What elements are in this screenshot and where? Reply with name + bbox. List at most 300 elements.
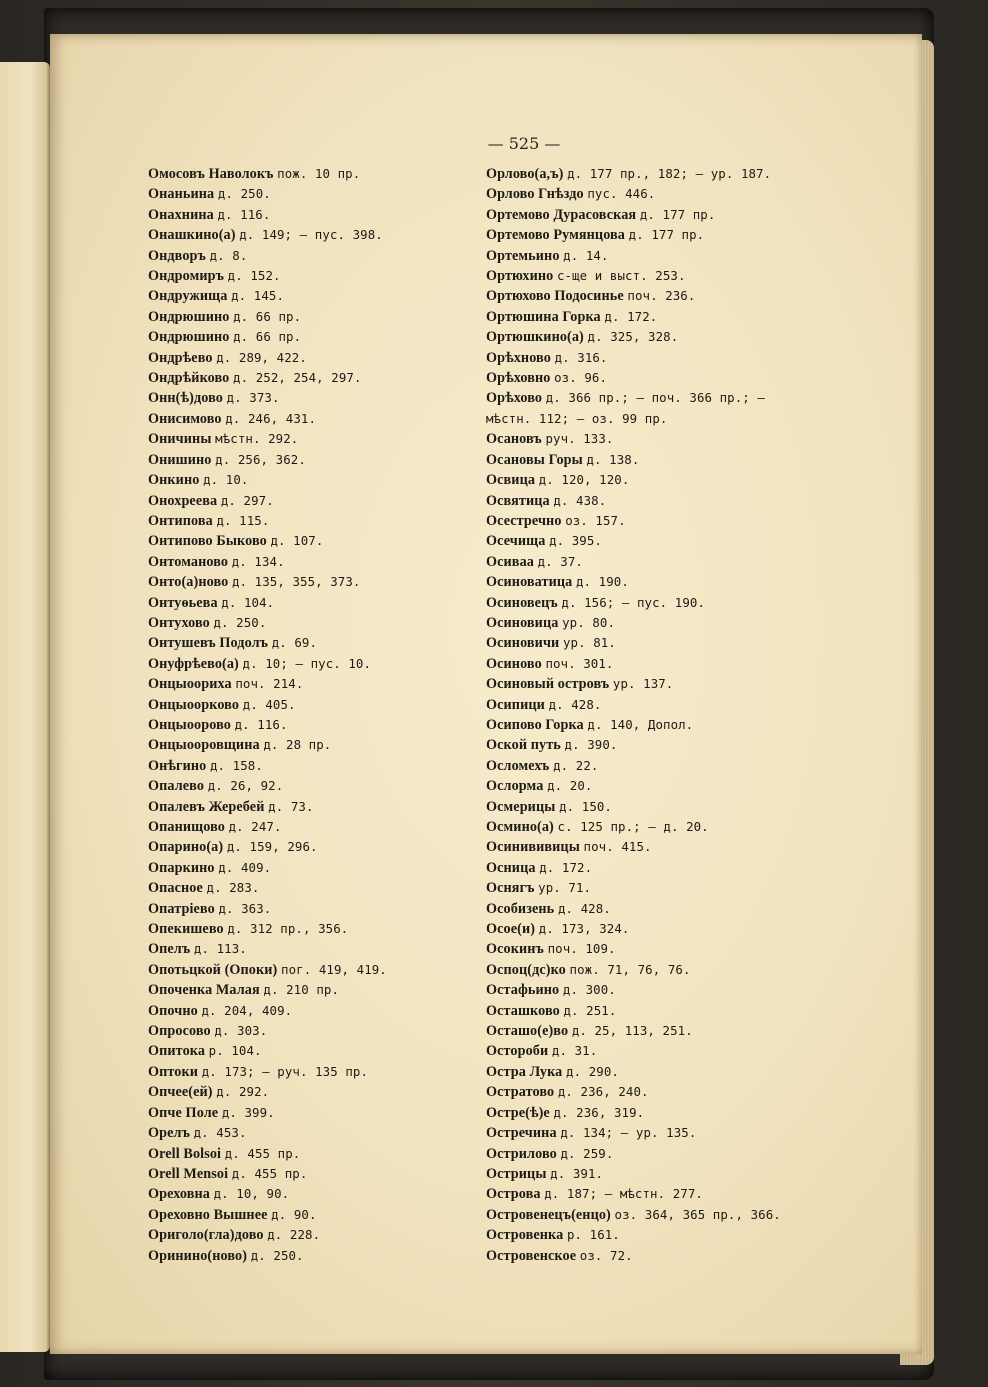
entry-reference: д. 405.: [242, 696, 296, 712]
entry-reference: д. 250.: [217, 186, 271, 202]
entry-reference: пож. 71, 76, 76.: [569, 961, 691, 977]
entry-reference: д. 316.: [554, 349, 608, 365]
index-entry: [486, 368, 826, 388]
index-entry: [486, 1001, 826, 1021]
entry-name: Онохреева: [148, 492, 218, 509]
entry-name: Осое(и): [486, 921, 536, 938]
index-entry: [148, 368, 488, 388]
index-entry: [148, 307, 488, 327]
index-entry: [148, 552, 488, 572]
entry-reference: д. 8.: [209, 247, 248, 263]
index-entry: [486, 491, 826, 511]
entry-name: Освица: [486, 472, 536, 489]
index-entry: [486, 1103, 826, 1123]
index-entry: [148, 837, 488, 857]
index-entry: [486, 1225, 826, 1245]
index-entry: [148, 1103, 488, 1123]
entry-name: Ондромиръ: [148, 268, 225, 285]
entry-name: Ортюхово Подосинье: [486, 288, 624, 305]
entry-name: Ондрѣйково: [148, 370, 230, 387]
entry-reference: д. 228.: [267, 1227, 321, 1243]
entry-name: Опче Поле: [148, 1104, 219, 1121]
entry-name: Онахнина: [148, 206, 214, 223]
entry-name: Осановъ: [486, 431, 542, 448]
entry-name: Остра Лука: [486, 1063, 563, 1080]
index-entry: [486, 1205, 826, 1225]
entry-name: Опочно: [148, 1002, 198, 1019]
entry-name: Осница: [486, 859, 536, 876]
entry-name: Осмерицы: [486, 798, 556, 815]
entry-name: Остороби: [486, 1043, 549, 1060]
entry-name: Ореховно Вышнее: [148, 1206, 268, 1223]
index-entry: [486, 307, 826, 327]
entry-reference: д. 428.: [548, 696, 602, 712]
entry-name: Онтипова: [148, 512, 213, 529]
entry-name: Орелъ: [148, 1125, 190, 1142]
right-index-column: [486, 164, 826, 1266]
entry-name: Онцыоорково: [148, 696, 240, 713]
entry-reference: д. 22.: [553, 757, 599, 773]
index-entry: [486, 429, 826, 449]
index-entry: [486, 266, 826, 286]
left-facing-page: [0, 62, 50, 1352]
entry-name: Осинививицы: [486, 839, 580, 856]
entry-reference: р. 161.: [566, 1227, 620, 1243]
index-entry: [486, 817, 826, 837]
entry-reference: д. 312 пр., 356.: [227, 921, 349, 937]
entry-reference: д. 156; — пус. 190.: [561, 594, 706, 610]
entry-name: Орѣховно: [486, 370, 551, 387]
entry-reference: д. 438.: [553, 492, 607, 508]
index-entry: [148, 1144, 488, 1164]
entry-name: Опчее(ей): [148, 1084, 213, 1101]
entry-reference: д. 159, 296.: [226, 839, 318, 855]
entry-reference: д. 158.: [209, 757, 263, 773]
index-entry: [148, 470, 488, 490]
entry-reference: д. 31.: [551, 1043, 598, 1059]
entry-name: Орѣхово: [486, 390, 543, 407]
left-index-column: [148, 164, 488, 1266]
index-entry: [486, 511, 826, 531]
entry-reference: д. 455 пр.: [231, 1165, 308, 1181]
index-entry: [486, 552, 826, 572]
entry-name: Онцыооровщина: [148, 737, 260, 754]
index-entry: [486, 409, 826, 429]
entry-name: Орлово(а,ъ): [486, 166, 564, 182]
entry-reference: д. 66 пр.: [233, 329, 302, 345]
entry-reference: д. 140, Допол.: [587, 716, 694, 732]
entry-name: Острицы: [486, 1165, 547, 1182]
entry-reference: д. 303.: [214, 1023, 268, 1039]
entry-name: Ортюшкино(а): [486, 329, 584, 346]
index-entry: [148, 593, 488, 613]
entry-reference: д. 134; — ур. 135.: [560, 1125, 697, 1141]
entry-reference: ур. 137.: [612, 676, 674, 692]
entry-reference: д. 10, 90.: [213, 1186, 290, 1202]
entry-name: Онто(а)ново: [148, 574, 229, 591]
entry-reference: р. 104.: [208, 1043, 262, 1059]
index-entry: [148, 1123, 488, 1143]
entry-name: Онн(ѣ)дово: [148, 390, 223, 407]
entry-reference: с. 125 пр.; — д. 20.: [557, 819, 709, 834]
entry-reference: поч. 415.: [583, 839, 652, 855]
entry-reference: д. 113.: [193, 941, 247, 957]
index-entry: [486, 348, 826, 368]
entry-reference: оз. 96.: [554, 370, 608, 386]
entry-name: Ореховна: [148, 1186, 210, 1203]
entry-name: Ортемово Дурасовская: [486, 206, 637, 223]
entry-reference: д. 250.: [250, 1247, 304, 1263]
entry-name: Осиновица: [486, 614, 559, 631]
entry-reference: д. 210 пр.: [263, 982, 340, 998]
entry-name: Ортемово Румянцова: [486, 227, 625, 244]
entry-reference: д. 115.: [216, 512, 270, 528]
entry-reference: д. 366 пр.; — поч. 366 пр.; —: [545, 390, 765, 406]
index-entry: [148, 511, 488, 531]
entry-name: Опанищово: [148, 819, 225, 835]
index-entry: [148, 1062, 488, 1082]
index-entry: [486, 572, 826, 592]
index-entry: [486, 837, 826, 857]
index-entry: [148, 348, 488, 368]
entry-name: Остафьино: [486, 982, 560, 999]
entry-reference: д. 247.: [228, 819, 282, 834]
index-entry: [148, 286, 488, 306]
entry-reference: д. 26, 92.: [207, 778, 284, 794]
entry-name: Орѣхново: [486, 349, 551, 366]
index-entry: [148, 633, 488, 653]
index-page: [50, 34, 922, 1354]
index-entry: [148, 429, 488, 449]
entry-name: Ондрюшино: [148, 329, 230, 346]
index-entry: [148, 1001, 488, 1021]
entry-reference: оз. 157.: [565, 512, 626, 528]
entry-reference: д. 256, 362.: [215, 451, 306, 467]
index-entry: [148, 756, 488, 776]
entry-reference: д. 399.: [221, 1104, 275, 1120]
index-entry: [148, 164, 488, 184]
entry-name: Оринино(ново): [148, 1247, 248, 1264]
entry-reference: д. 453.: [193, 1125, 247, 1141]
index-entry: [486, 939, 826, 959]
entry-reference: д. 187; — мѣстн. 277.: [544, 1186, 703, 1202]
entry-name: Orell Mensoi: [148, 1165, 229, 1182]
index-entry: [148, 266, 488, 286]
entry-reference: д. 69.: [271, 635, 318, 651]
index-entry: [486, 225, 826, 245]
entry-name: Опатріево: [148, 900, 215, 917]
entry-name: Онцыооpиха: [148, 676, 232, 693]
entry-name: Особизень: [486, 900, 555, 917]
entry-reference: д. 173, 324.: [538, 921, 630, 937]
entry-reference: д. 10; — пус. 10.: [242, 655, 372, 671]
index-entry: [148, 735, 488, 755]
entry-reference: д. 120, 120.: [538, 472, 630, 488]
entry-name: Островенецъ(енцо): [486, 1206, 611, 1223]
entry-name: Опалевъ Жеребей: [148, 798, 265, 815]
entry-name: Осипово Горка: [486, 716, 584, 733]
entry-reference: пож. 10 пр.: [277, 166, 361, 181]
page-number: — 525 —: [487, 134, 561, 153]
index-entry: [486, 1246, 826, 1266]
index-entry: [486, 1184, 826, 1204]
index-entry: [148, 817, 488, 837]
entry-name: Онтухово: [148, 614, 210, 631]
entry-reference: д. 251.: [563, 1002, 617, 1018]
entry-name: Онаньина: [148, 186, 215, 203]
index-entry: [148, 715, 488, 735]
entry-reference: поч. 109.: [547, 941, 616, 957]
index-entry: [486, 980, 826, 1000]
index-entry: [148, 531, 488, 551]
entry-reference: д. 20.: [547, 778, 593, 794]
entry-reference: д. 300.: [562, 982, 616, 998]
index-entry: [486, 470, 826, 490]
entry-name: Ортюхино: [486, 268, 554, 285]
entry-name: Онѣгино: [148, 757, 207, 774]
entry-name: Онтоманово: [148, 553, 229, 570]
entry-reference: д. 363.: [218, 900, 272, 916]
entry-reference: д. 373.: [226, 390, 280, 406]
index-entry: [148, 939, 488, 959]
index-entry: [148, 960, 488, 980]
index-entry: [148, 674, 488, 694]
index-entry: [486, 613, 826, 633]
entry-reference: д. 28 пр.: [263, 737, 332, 753]
entry-name: Оничины: [148, 431, 212, 448]
entry-name: Онцыоорово: [148, 716, 231, 733]
entry-name: Омосовъ Наволокъ: [148, 166, 274, 182]
entry-reference: д. 73.: [268, 798, 314, 814]
entry-reference: ур. 80.: [562, 614, 616, 630]
index-entry: [486, 1021, 826, 1041]
index-entry: [148, 491, 488, 511]
index-entry: [486, 1123, 826, 1143]
index-entry: [148, 654, 488, 674]
entry-reference: д. 172.: [539, 859, 593, 875]
entry-reference: с-ще и выст. 253.: [557, 268, 686, 284]
entry-reference: д. 236, 319.: [553, 1104, 645, 1120]
entry-name: Ортемьино: [486, 247, 560, 264]
entry-name: Осестречно: [486, 512, 562, 529]
entry-reference: оз. 364, 365 пр., 366.: [614, 1206, 781, 1222]
entry-reference: оз. 72.: [579, 1247, 633, 1263]
index-entry: [148, 1021, 488, 1041]
entry-reference: д. 236, 240.: [557, 1084, 649, 1100]
index-entry: [486, 1062, 826, 1082]
entry-name: Осечища: [486, 533, 546, 550]
entry-name: Острилово: [486, 1145, 557, 1162]
index-entry: [486, 756, 826, 776]
entry-reference: поч. 214.: [235, 676, 304, 692]
entry-name: Островенка: [486, 1227, 564, 1244]
entry-name: Острова: [486, 1186, 541, 1203]
entry-reference: пог. 419, 419.: [281, 961, 387, 977]
entry-name: Опалево: [148, 778, 205, 795]
index-entry: [486, 633, 826, 653]
entry-reference: поч. 236.: [627, 288, 696, 304]
index-entry: [148, 388, 488, 408]
index-entry: [148, 695, 488, 715]
entry-reference: д. 259.: [560, 1145, 614, 1161]
index-entry: [486, 1144, 826, 1164]
index-entry: [486, 1082, 826, 1102]
index-entry: [148, 980, 488, 1000]
entry-reference: д. 138.: [586, 451, 640, 467]
entry-reference: д. 395.: [549, 533, 602, 549]
entry-name: Ослорма: [486, 778, 544, 795]
index-entry: [148, 1041, 488, 1061]
index-entry: [148, 225, 488, 245]
entry-reference: д. 116.: [234, 716, 288, 732]
entry-name: Оснягъ: [486, 880, 535, 897]
index-entry: [148, 409, 488, 429]
index-entry: [486, 899, 826, 919]
entry-reference: д. 250.: [213, 614, 267, 630]
entry-reference: д. 14.: [563, 247, 609, 263]
entry-name: Осломехъ: [486, 757, 550, 774]
entry-name: Осиновичи: [486, 635, 560, 652]
index-entry: [486, 388, 826, 408]
entry-reference: д. 152.: [227, 268, 281, 284]
entry-name: Онтуѳьева: [148, 594, 218, 611]
entry-name: Осташо(е)во: [486, 1023, 569, 1040]
entry-reference: д. 66 пр.: [233, 308, 302, 324]
entry-name: Оптоки: [148, 1063, 199, 1080]
entry-reference: д. 135, 355, 373.: [231, 574, 361, 590]
index-entry: [486, 776, 826, 796]
entry-name: Ортюшина Горка: [486, 308, 601, 325]
entry-reference: д. 107.: [270, 533, 324, 549]
index-entry: [148, 797, 488, 817]
entry-reference: д. 297.: [220, 492, 274, 508]
entry-name: Онтушевъ Подолъ: [148, 635, 269, 652]
entry-name: Осиново: [486, 655, 542, 672]
entry-name: Осокинъ: [486, 941, 544, 958]
entry-reference: д. 177 пр.: [639, 206, 716, 222]
entry-name: Опелъ: [148, 941, 191, 958]
index-entry: [486, 184, 826, 204]
index-entry: [486, 205, 826, 225]
entry-name: Остратово: [486, 1084, 555, 1101]
index-entry: [486, 327, 826, 347]
index-entry: [486, 878, 826, 898]
entry-name: Опаркино: [148, 859, 215, 876]
entry-reference: пус. 446.: [587, 186, 656, 202]
index-entry: [486, 1164, 826, 1184]
entry-reference: д. 409.: [218, 859, 272, 875]
entry-reference: мѣстн. 112; — оз. 99 пр.: [486, 410, 668, 426]
index-entry: [148, 1164, 488, 1184]
entry-reference: д. 246, 431.: [225, 410, 317, 426]
entry-reference: д. 325, 328.: [587, 329, 679, 345]
entry-name: Осиноватица: [486, 574, 573, 591]
entry-name: Онтипово Быково: [148, 533, 267, 550]
entry-reference: д. 173; — руч. 135 пр.: [201, 1063, 369, 1079]
index-entry: [486, 654, 826, 674]
entry-reference: д. 134.: [231, 553, 285, 569]
index-entry: [148, 1246, 488, 1266]
index-entry: [486, 674, 826, 694]
index-entry: [148, 1225, 488, 1245]
entry-reference: д. 428.: [557, 900, 611, 916]
index-entry: [148, 184, 488, 204]
entry-name: Опасное: [148, 880, 203, 897]
entry-reference: мѣстн. 292.: [215, 431, 299, 447]
index-entry: [486, 246, 826, 266]
index-entry: [148, 899, 488, 919]
index-entry: [148, 1082, 488, 1102]
entry-reference: д. 390.: [564, 737, 618, 753]
entry-reference: д. 289, 422.: [216, 349, 307, 365]
entry-reference: д. 37.: [537, 553, 583, 569]
index-entry: [486, 960, 826, 980]
index-entry: [486, 286, 826, 306]
index-entry: [486, 593, 826, 613]
entry-reference: д. 455 пр.: [224, 1145, 301, 1161]
index-entry: [486, 919, 826, 939]
entry-name: Осмино(а): [486, 819, 554, 835]
index-entry: [486, 797, 826, 817]
entry-reference: д. 90.: [271, 1206, 317, 1222]
entry-name: Онкино: [148, 472, 200, 489]
index-entry: [148, 1184, 488, 1204]
entry-reference: д. 10.: [203, 472, 249, 488]
entry-name: Ориголо(гла)дово: [148, 1227, 264, 1244]
entry-reference: д. 290.: [566, 1063, 619, 1079]
entry-name: Опотьцкой (Опоки): [148, 961, 278, 978]
entry-name: Островенское: [486, 1247, 577, 1264]
entry-reference: д. 204, 409.: [201, 1002, 293, 1018]
index-entry: [486, 531, 826, 551]
index-entry: [148, 246, 488, 266]
index-entry: [148, 1205, 488, 1225]
entry-name: Осипици: [486, 696, 545, 713]
entry-name: Онишино: [148, 451, 212, 468]
entry-name: Осиваа: [486, 553, 534, 570]
entry-reference: д. 283.: [206, 880, 260, 896]
entry-reference: ур. 81.: [563, 635, 616, 651]
entry-name: Опарино(а): [148, 839, 224, 856]
entry-name: Онуфрѣево(а): [148, 655, 239, 672]
entry-name: Остречина: [486, 1125, 557, 1142]
entry-reference: д. 292.: [216, 1084, 270, 1100]
index-entry: [486, 715, 826, 735]
index-entry: [148, 450, 488, 470]
entry-reference: д. 150.: [559, 798, 612, 814]
entry-reference: д. 172.: [604, 308, 658, 324]
entry-name: Осиновый островъ: [486, 676, 610, 693]
entry-name: Орлово Гнѣздо: [486, 186, 584, 203]
index-entry: [486, 695, 826, 715]
entry-name: Онашкино(а): [148, 227, 236, 244]
entry-name: Оской путь: [486, 737, 561, 754]
entry-reference: д. 177 пр., 182; — ур. 187.: [567, 166, 772, 181]
entry-name: Осановы Горы: [486, 451, 583, 468]
entry-name: Осташково: [486, 1002, 560, 1019]
entry-reference: д. 252, 254, 297.: [233, 370, 362, 386]
entry-name: Опитока: [148, 1043, 206, 1060]
entry-reference: поч. 301.: [545, 655, 614, 671]
index-entry: [148, 776, 488, 796]
entry-name: Ондрюшино: [148, 308, 230, 325]
entry-reference: д. 190.: [575, 574, 629, 590]
entry-name: Остре(ѣ)е: [486, 1104, 550, 1121]
index-entry: [486, 1041, 826, 1061]
entry-reference: д. 104.: [221, 594, 275, 610]
index-entry: [148, 919, 488, 939]
entry-name: Ондворъ: [148, 247, 206, 264]
